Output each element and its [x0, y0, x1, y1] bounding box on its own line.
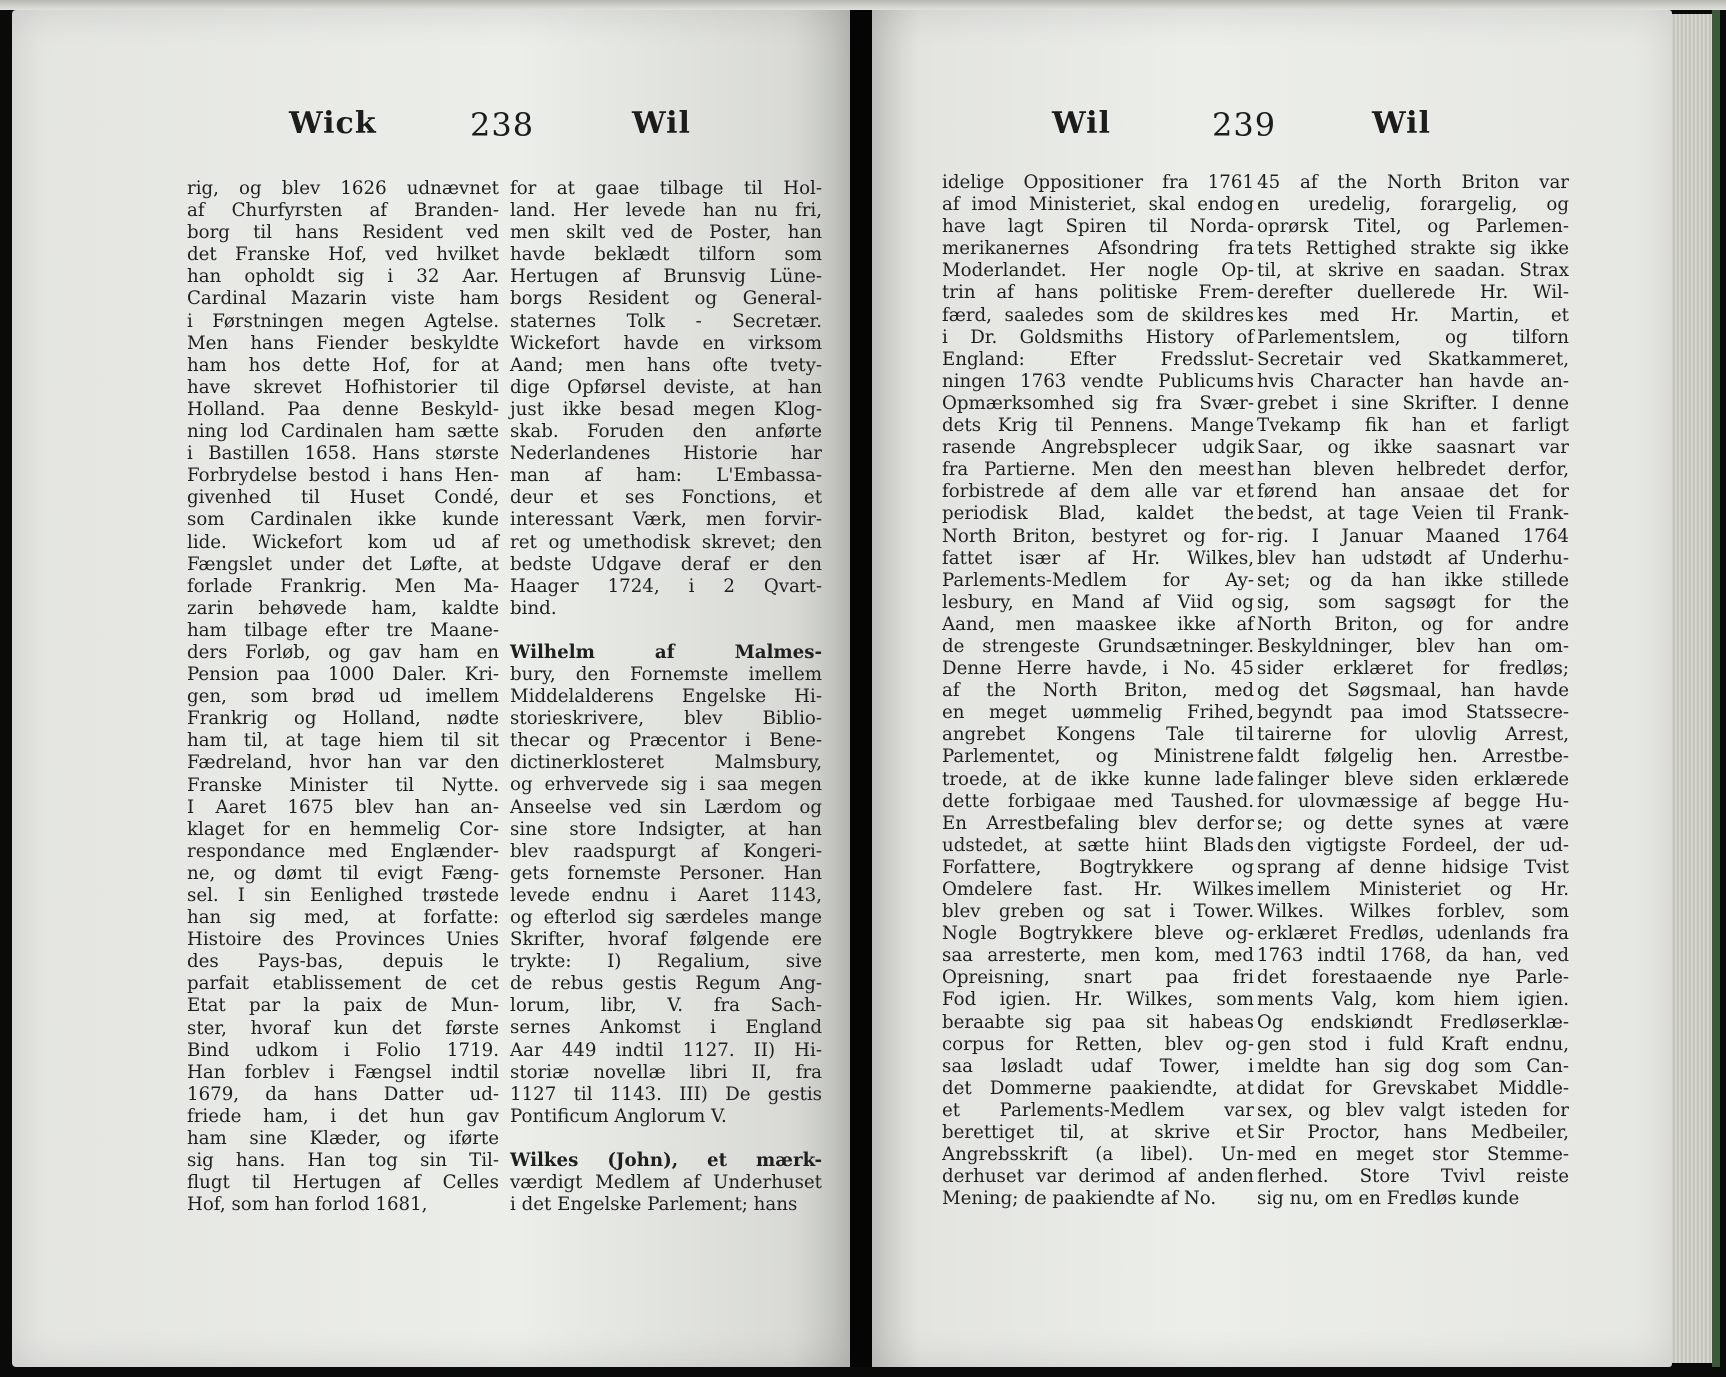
right-column-2 [1257, 172, 1569, 1210]
left-column-2 [510, 178, 822, 1216]
right-page [872, 10, 1672, 1367]
text-line: værdigt Medlem af Underhuset [510, 1172, 822, 1194]
text-line: det Franske Hof, ved hvilket [187, 244, 499, 266]
text-line: erklæret Fredløs, udenlands fra [1257, 923, 1569, 945]
text-line: af Churfyrsten af Branden- [187, 200, 499, 222]
text-line: parfait etablissement de cet [187, 973, 499, 995]
text-line: bury, den Fornemste imellem [510, 663, 822, 685]
text-line: blev raadspurgt af Kongeri- [510, 840, 822, 862]
text-line: 1127 til 1143. III) De gestis [510, 1083, 822, 1105]
running-head-left [12, 106, 850, 156]
page-number-left: 238 [470, 106, 535, 144]
text-line: rig. I Januar Maaned 1764 [1257, 525, 1569, 547]
headword-right: Wil [632, 106, 691, 141]
text-line: og det Søgsmaal, han havde [1257, 680, 1569, 702]
text-line: fattet især af Hr. Wilkes, [942, 547, 1254, 569]
text-line: Moderlandet. Her nogle Op- [942, 260, 1254, 282]
text-line: meldte han sig dog som Can- [1257, 1055, 1569, 1077]
text-line: førend han ansaae det for [1257, 481, 1569, 503]
text-line: flugt til Hertugen af Celles [187, 1172, 499, 1194]
text-line: forbistrede af dem alle var et [942, 481, 1254, 503]
text-line: rasende Angrebsplecer udgik [942, 437, 1254, 459]
text-line: derefter duellerede Hr. Wil- [1257, 282, 1569, 304]
text-line: rig, og blev 1626 udnævnet [187, 178, 499, 199]
text-line: Omdelere fast. Hr. Wilkes [942, 879, 1254, 900]
text-line: set; og da han ikke stillede [1257, 569, 1569, 591]
entry-wilkes [510, 1150, 822, 1216]
text-line: lorum, libr, V. fra Sach- [510, 995, 822, 1017]
text-line: Nogle Bogtrykkere bleve og- [942, 923, 1254, 945]
text-line: fra Partierne. Men den meest [942, 459, 1254, 481]
text-line: tairerne for ulovlig Arrest, [1257, 724, 1569, 746]
text-line: han sig med, at forfatte: [187, 907, 499, 929]
text-line: 1763 indtil 1768, da han, ved [1257, 945, 1569, 967]
top-edge [0, 0, 1726, 10]
entry-wickefort-continued [510, 178, 822, 620]
running-head-right [872, 106, 1672, 156]
text-line: North Briton, bestyret og for- [942, 525, 1254, 547]
text-line: dets Krig til Pennens. Mange [942, 415, 1254, 437]
text-line: Hertugen af Brunsvig Lüne- [510, 266, 822, 288]
text-line: blev greben og sat i Tower. [942, 901, 1254, 923]
cover-edge [1712, 10, 1720, 1367]
text-line: saa arresterte, men kom, med [942, 945, 1254, 967]
text-line: ders Forløb, og gav ham en [187, 641, 499, 663]
text-line: sernes Ankomst i England [510, 1017, 822, 1039]
text-line: have lagt Spiren til Norda- [942, 216, 1254, 238]
text-line: Anseelse ved sin Lærdom og [510, 796, 822, 818]
text-line: Bind udkom i Folio 1719. [187, 1039, 499, 1061]
headword-left: Wil [1052, 106, 1111, 141]
text-line: klaget for en hemmelig Cor- [187, 818, 499, 840]
book-gutter [850, 10, 872, 1367]
right-column-1 [942, 172, 1254, 1210]
text-line: hvis Character han havde an- [1257, 370, 1569, 392]
text-line: og efterlod sig særdeles mange [510, 907, 822, 928]
text-line: gen stod i fuld Kraft endnu, [1257, 1033, 1569, 1055]
text-line: Fængslet under det Løfte, at [187, 553, 499, 575]
text-line: forlade Frankrig. Men Ma- [187, 575, 499, 597]
text-line: ham tilbage efter tre Maane- [187, 619, 499, 641]
text-line: skab. Foruden den anførte [510, 421, 822, 443]
text-line: 1679, da hans Datter ud- [187, 1083, 499, 1105]
text-line: Wilkes (John), et mærk- [510, 1149, 822, 1171]
text-line: sprang af denne hidsige Tvist [1257, 856, 1569, 878]
text-line: falinger bleve siden erklærede [1257, 768, 1569, 790]
text-line: Pension paa 1000 Daler. Kri- [187, 664, 499, 686]
text-line: flerhed. Store Tvivl reiste [1257, 1166, 1569, 1188]
text-line: Mening; de paakiendte af No. [942, 1188, 1217, 1210]
text-line: sig hans. Han tog sin Til- [187, 1150, 499, 1172]
text-line: Han forblev i Fængsel indtil [187, 1061, 499, 1083]
text-line: færd, saaledes som de skildres [942, 304, 1254, 326]
text-line: bind. [510, 597, 557, 619]
text-line: Angrebsskrift (a libel). Un- [942, 1144, 1254, 1166]
text-line: North Briton, og for andre [1257, 613, 1569, 635]
text-line: 45 af the North Briton var [1257, 172, 1569, 193]
text-line: sine store Indsigter, at han [510, 818, 822, 840]
page-block-edge [1672, 14, 1712, 1363]
text-line: Etat par la paix de Mun- [187, 995, 499, 1017]
text-line: sig, som sagsøgt for the [1257, 591, 1569, 613]
text-line: zarin behøvede ham, kaldte [187, 597, 499, 619]
text-line: Tvekamp fik han et farligt [1257, 415, 1569, 437]
text-line: sig nu, om en Fredløs kunde [1257, 1188, 1520, 1210]
text-line: Aar 449 indtil 1127. II) Hi- [510, 1039, 822, 1061]
text-line: Wickefort havde en virksom [510, 332, 822, 354]
text-line: lesbury, en Mand af Viid og [942, 591, 1254, 613]
headword-left: Wick [289, 106, 377, 141]
text-line: udstedet, at sætte hiint Blads [942, 834, 1254, 856]
text-line: lide. Wickefort kom ud af [187, 531, 499, 553]
text-line: Frankrig og Holland, nødte [187, 708, 499, 730]
text-line: kes med Hr. Martin, et [1257, 304, 1569, 326]
text-line: i Bastillen 1658. Hans største [187, 443, 499, 465]
text-line: Parlements-Medlem for Ay- [942, 569, 1254, 591]
text-line: et Parlements-Medlem var [942, 1099, 1254, 1121]
text-line: corpus for Retten, blev og- [942, 1033, 1254, 1055]
text-line: man af ham: L'Embassa- [510, 465, 822, 487]
text-line: beraabte sig paa sit habeas [942, 1011, 1254, 1033]
text-line: for ulovmæssige af begge Hu- [1257, 790, 1569, 812]
text-line: Cardinal Mazarin viste ham [187, 288, 499, 310]
text-line: gets fornemste Personer. Han [510, 862, 822, 884]
text-line: ham til, at tage hiem til sit [187, 730, 499, 752]
text-line: se; og dette synes at være [1257, 812, 1569, 834]
text-line: trin af hans politiske Frem- [942, 282, 1254, 304]
text-line: des Pays-bas, depuis le [187, 951, 499, 973]
text-line: og erhvervede sig i saa megen [510, 774, 822, 796]
text-line: borg til hans Resident ved [187, 222, 499, 244]
text-line: grebet i sine Skrifter. I denne [1257, 392, 1569, 414]
text-line: interessant Værk, men forvir- [510, 509, 822, 531]
text-line: oprørsk Titel, og Parlemen- [1257, 216, 1569, 238]
text-line: staternes Tolk - Secretær. [510, 310, 822, 332]
text-line: sider erklæret for fredløs; [1257, 658, 1569, 680]
text-line: det Dommerne paakiendte, at [942, 1077, 1254, 1099]
text-line: ster, hvoraf kun det første [187, 1017, 499, 1039]
text-line: levede endnu i Aaret 1143, [510, 884, 822, 906]
text-line: Franske Minister til Nytte. [187, 774, 499, 796]
text-line: didat for Grevskabet Middle- [1257, 1077, 1569, 1099]
text-line: Nederlandenes Historie har [510, 443, 822, 465]
text-line: Pontificum Anglorum V. [510, 1105, 727, 1127]
text-line: af the North Briton, med [942, 680, 1254, 702]
text-line: ham hos dette Hof, for at [187, 354, 499, 376]
text-line: Fædreland, hvor han var den [187, 752, 499, 774]
text-line: dige Opførsel deviste, at han [510, 376, 822, 398]
text-line: havde beklædt tilforn som [510, 244, 822, 266]
text-line: Denne Herre havde, i No. 45 [942, 658, 1254, 680]
text-line: friede ham, i det hun gav [187, 1105, 499, 1127]
text-line: Og endskiøndt Fredløserklæ- [1257, 1011, 1569, 1033]
text-line: med en meget stor Stemme- [1257, 1144, 1569, 1166]
text-line: i Dr. Goldsmiths History of [942, 326, 1254, 348]
text-line: ret og umethodisk skrevet; den [510, 531, 822, 553]
text-line: bedste Udgave deraf er den [510, 553, 822, 575]
text-line: Men hans Fiender beskyldte [187, 332, 499, 354]
text-line: Wilhelm af Malmes- [510, 641, 822, 663]
text-line: land. Her levede han nu fri, [510, 200, 822, 222]
left-page [12, 10, 850, 1367]
text-line: for at gaae tilbage til Hol- [510, 178, 822, 199]
text-line: Haager 1724, i 2 Qvart- [510, 575, 822, 597]
text-line: bedst, at tage Veien til Frank- [1257, 503, 1569, 525]
text-line: Middelalderens Engelske Hi- [510, 686, 822, 708]
headword-right: Wil [1372, 106, 1431, 141]
text-line: trykte: I) Regalium, sive [510, 951, 822, 973]
text-line: dette forbigaae med Taushed. [942, 790, 1254, 812]
text-line: sex, og blev valgt isteden for [1257, 1099, 1569, 1121]
text-line: England: Efter Fredsslut- [942, 348, 1254, 370]
text-line: Wilkes. Wilkes forblev, som [1257, 901, 1569, 923]
text-line: af imod Ministeriet, skal endog [942, 194, 1254, 216]
text-line: Holland. Paa denne Beskyld- [187, 398, 499, 420]
text-line: faldt følgelig hen. Arrestbe- [1257, 746, 1569, 768]
text-line: have skrevet Hofhistorier til [187, 376, 499, 398]
entry-wilhelm-malmesbury [510, 642, 822, 1128]
text-line: gen, som brød ud imellem [187, 686, 499, 708]
text-line: i Førstningen megen Agtelse. [187, 310, 499, 332]
text-line: ham sine Klæder, og iførte [187, 1128, 499, 1150]
text-line: Parlementet, og Ministrene [942, 746, 1254, 768]
text-line: Aand, men maaskee ikke af [942, 613, 1254, 635]
text-line: just ikke besad megen Klog- [510, 398, 822, 420]
text-line: Saar, og ikke saasnart var [1257, 437, 1569, 459]
text-line: ne, og dømt til evigt Fæng- [187, 862, 499, 884]
text-line: dictinerklosteret Malmsbury, [510, 752, 822, 774]
text-line: storieskrivere, blev Biblio- [510, 708, 822, 730]
text-line: begyndt paa imod Statssecre- [1257, 702, 1569, 724]
text-line: som Cardinalen ikke kunde [187, 509, 499, 531]
text-line: i det Engelske Parlement; hans [510, 1194, 798, 1216]
text-line: Fod igien. Hr. Wilkes, som [942, 989, 1254, 1011]
text-line: idelige Oppositioner fra 1761 [942, 172, 1254, 193]
text-line: Skrifter, hvoraf følgende ere [510, 929, 822, 951]
text-line: angrebet Kongens Tale til [942, 724, 1254, 746]
text-line: I Aaret 1675 blev han an- [187, 796, 499, 818]
text-line: imellem Ministeriet og Hr. [1257, 879, 1569, 900]
text-line: men skilt ved de Poster, han [510, 222, 822, 244]
text-line: en meget uømmelig Frihed, [942, 702, 1254, 724]
text-line: Forbrydelse bestod i hans Hen- [187, 465, 499, 487]
text-line: storiæ novellæ libri II, fra [510, 1061, 822, 1083]
text-line: derhuset var derimod af anden [942, 1166, 1254, 1188]
text-line: Histoire des Provinces Unies [187, 929, 499, 951]
page-number-right: 239 [1212, 106, 1277, 144]
text-line: Aand; men hans ofte tvety- [510, 354, 822, 376]
text-line: Parlementslem, og tilforn [1257, 326, 1569, 348]
text-line: Secretair ved Skatkammeret, [1257, 348, 1569, 370]
text-line: blev han udstødt af Underhu- [1257, 547, 1569, 569]
text-line: tets Rettighed strakte sig ikke [1257, 238, 1569, 260]
text-line: berettiget til, at skrive et [942, 1122, 1254, 1144]
text-line: han opholdt sig i 32 Aar. [187, 266, 499, 288]
text-line: de rebus gestis Regum Ang- [510, 973, 822, 995]
text-line: til, at skrive en saadan. Strax [1257, 260, 1569, 282]
text-line: den vigtigste Fordeel, der ud- [1257, 834, 1569, 856]
text-line: Beskyldninger, blev han om- [1257, 635, 1569, 657]
text-line: givenhed til Huset Condé, [187, 487, 499, 509]
text-line: deur et ses Fonctions, et [510, 487, 822, 509]
text-line: de strengeste Grundsætninger. [942, 635, 1254, 657]
text-line: periodisk Blad, kaldet the [942, 503, 1254, 525]
text-line: Opmærksomhed sig fra Svær- [942, 392, 1254, 414]
text-line: en uredelig, forargelig, og [1257, 194, 1569, 216]
text-line: ningen 1763 vendte Publicums [942, 370, 1254, 392]
text-line: ning lod Cardinalen ham sætte [187, 421, 499, 443]
left-column-1 [187, 178, 499, 1216]
text-line: En Arrestbefaling blev derfor [942, 812, 1254, 834]
text-line: borgs Resident og General- [510, 288, 822, 310]
text-line: Hof, som han forlod 1681, [187, 1194, 428, 1216]
text-line: det forestaaende nye Parle- [1257, 967, 1569, 989]
text-line: respondance med Englænder- [187, 840, 499, 862]
text-line: saa løsladt udaf Tower, i [942, 1055, 1254, 1077]
text-line: sel. I sin Eenlighed trøstede [187, 885, 499, 906]
text-line: thecar og Præcentor i Bene- [510, 730, 822, 752]
text-line: han bleven helbredet derfor, [1257, 459, 1569, 481]
text-line: ments Valg, kom hiem igien. [1257, 989, 1569, 1011]
text-line: Forfattere, Bogtrykkere og [942, 856, 1254, 878]
text-line: merikanernes Afsondring fra [942, 238, 1254, 260]
text-line: troede, at de ikke kunne lade [942, 768, 1254, 790]
text-line: Sir Proctor, hans Medbeiler, [1257, 1122, 1569, 1144]
text-line: Opreisning, snart paa fri [942, 967, 1254, 989]
